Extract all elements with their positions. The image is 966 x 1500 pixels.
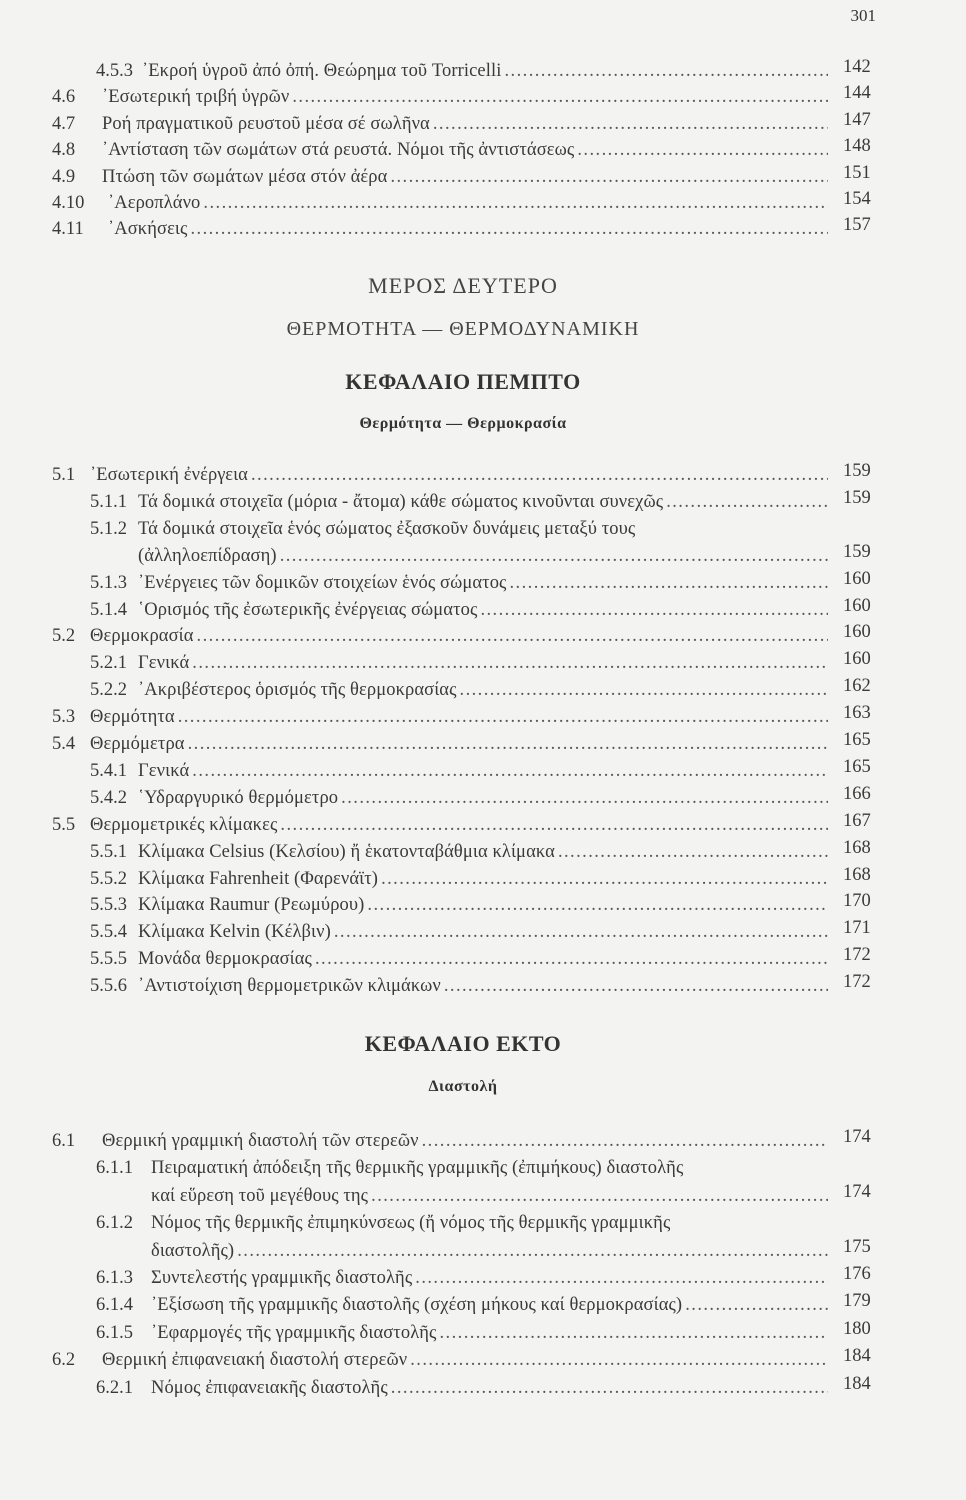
toc-entry-page: 159 xyxy=(843,487,871,508)
toc-entry-page: 160 xyxy=(843,568,871,589)
toc-entry-title: ῾Υδραργυρικό θερμόμετρο . . . xyxy=(138,785,828,811)
toc-entry xyxy=(0,704,966,730)
toc-entry-title: ᾿Αεροπλάνο . . . xyxy=(108,190,828,216)
toc-entry-page: 175 xyxy=(843,1236,871,1257)
toc-entry xyxy=(0,1238,966,1264)
toc-entry xyxy=(0,919,966,945)
toc-entry-title: Γενικά . . . xyxy=(138,758,828,784)
toc-entry-page: 171 xyxy=(843,918,871,939)
chapter6-subtitle: Διαστολή xyxy=(428,1078,498,1095)
toc-entry-page: 160 xyxy=(843,649,871,670)
toc-entry-page: 160 xyxy=(843,622,871,643)
toc-entry xyxy=(0,1128,966,1154)
toc-entry-title: Πτώση τῶν σωμάτων μέσα στόν ἀέρα . . . xyxy=(102,164,828,190)
toc-entry xyxy=(0,973,966,999)
toc-entry-title: Συντελεστής γραμμικῆς διαστολῆς . . . xyxy=(151,1265,828,1291)
toc-entry-page: 157 xyxy=(843,215,871,236)
toc-entry-title: Μονάδα θερμοκρασίας . . . xyxy=(138,946,828,972)
toc-entry-page: 159 xyxy=(843,461,871,481)
toc-entry-number: 4.11 xyxy=(52,219,84,240)
toc-entry-page: 165 xyxy=(843,730,871,750)
toc-entry-title: Κλίμακα Kelvin (Κέλβιν) . . . xyxy=(138,919,828,945)
toc-entry xyxy=(0,1155,966,1181)
toc-entry-number: 5.4.2 xyxy=(90,787,127,808)
part-subtitle: ΘΕΡΜΟΤΗΤΑ — ΘΕΡΜΟΔΥΝΑΜΙΚΗ xyxy=(286,318,640,340)
toc-entry-title: Θερμική γραμμική διαστολή τῶν στερεῶν . . . xyxy=(102,1128,828,1154)
toc-entry-title: Νόμος ἐπιφανειακῆς διαστολῆς . . . xyxy=(151,1375,828,1401)
toc-entry-number: 6.2 xyxy=(52,1350,76,1371)
toc-entry-number: 4.7 xyxy=(52,113,76,134)
toc-entry-number: 6.1.4 xyxy=(96,1295,133,1316)
toc-entry xyxy=(0,677,966,703)
toc-entry-page: 179 xyxy=(843,1291,871,1312)
toc-entry-page: 151 xyxy=(843,162,871,183)
toc-entry-title: ᾿Ακριβέστερος ὁρισμός τῆς θερμοκρασίας . . . xyxy=(138,677,828,703)
toc-entry-title: Θερμότητα . . . xyxy=(90,704,828,730)
toc-entry-title: ᾿Εξίσωση τῆς γραμμικῆς διαστολῆς (σχέση μήκους καί θερμοκρασίας) . . . xyxy=(151,1292,828,1318)
toc-entry-title: ᾿Ασκήσεις . . . xyxy=(108,216,828,242)
toc-entry-title: Κλίμακα Raumur (Ρεωμύρου) . . . xyxy=(138,892,828,918)
chapter6-title: ΚΕΦΑΛΑΙΟ ΕΚΤΟ xyxy=(364,1031,562,1056)
toc-entry-page: 160 xyxy=(843,595,871,616)
toc-entry-number: 5.1.4 xyxy=(90,599,127,620)
toc-entry-title: Θερμόμετρα . . . xyxy=(90,731,828,757)
toc-entry-number: 4.6 xyxy=(52,87,76,108)
toc-entry-page: 176 xyxy=(843,1264,871,1284)
toc-entry-page: 167 xyxy=(843,810,871,831)
toc-entry-number: 5.5.3 xyxy=(90,895,127,916)
toc-entry-page: 168 xyxy=(843,864,871,885)
toc-entry-number: 4.5.3 xyxy=(96,61,133,81)
toc-entry-number: 4.9 xyxy=(52,166,76,187)
toc-entry-title: ᾿Εσωτερική τριβή ὑγρῶν . . . xyxy=(102,84,828,110)
toc-entry-page: 165 xyxy=(843,756,871,777)
toc-entry-title: ῾Ορισμός τῆς ἐσωτερικῆς ἐνέργειας σώματος . . . xyxy=(138,597,828,623)
toc-entry-number: 6.1.1 xyxy=(96,1158,133,1179)
toc-entry-page: 159 xyxy=(843,541,871,562)
toc-entry-number: 5.3 xyxy=(52,707,76,728)
toc-entry-number: 5.2.2 xyxy=(90,680,127,701)
toc-entry-page: 163 xyxy=(843,703,871,724)
toc-entry-title: Τά δομικά στοιχεῖα ἑνός σώματος ἐξασκοῦν δυνάμεις μεταξύ τους xyxy=(138,518,636,539)
toc-entry-page: 144 xyxy=(843,83,871,104)
toc-entry xyxy=(0,597,966,623)
toc-entry xyxy=(0,516,966,542)
toc-entry-number: 5.5.6 xyxy=(90,976,127,997)
toc-entry-number: 4.10 xyxy=(52,193,85,213)
toc-entry-page: 184 xyxy=(843,1373,871,1394)
toc-entry-title: καί εὕρεση τοῦ μεγέθους της . . . xyxy=(151,1183,828,1209)
toc-entry-title: Θερμομετρικές κλίμακες . . . xyxy=(90,812,828,838)
toc-entry-page: 172 xyxy=(843,972,871,993)
toc-entry-page: 180 xyxy=(843,1318,871,1339)
toc-entry-title: Θερμική ἐπιφανειακή διαστολή στερεῶν . . . xyxy=(102,1347,828,1373)
toc-entry xyxy=(0,785,966,811)
toc-entry-page: 174 xyxy=(843,1181,871,1202)
toc-entry-title: ᾿Αντιστοίχιση θερμομετρικῶν κλιμάκων . . . xyxy=(138,973,828,999)
toc-entry-number: 5.1.1 xyxy=(90,491,127,512)
toc-entry-number: 6.1.2 xyxy=(96,1213,133,1234)
page-number: 301 xyxy=(850,6,876,25)
toc-entry-number: 5.4 xyxy=(52,734,76,754)
toc-entry-number: 5.1.2 xyxy=(90,518,127,539)
toc-entry-page: 170 xyxy=(843,891,871,912)
toc-entry-number: 6.2.1 xyxy=(96,1377,133,1398)
toc-entry xyxy=(0,812,966,838)
chapter5-subtitle: Θερμότητα — Θερμοκρασία xyxy=(359,415,567,432)
toc-entry xyxy=(0,1375,966,1401)
toc-entry-number: 5.1.3 xyxy=(90,572,127,593)
toc-entry-page: 148 xyxy=(843,136,871,157)
toc-entry-number: 5.5.1 xyxy=(90,841,127,862)
toc-entry-title: ᾿Εφαρμογές τῆς γραμμικῆς διαστολῆς . . . xyxy=(151,1320,828,1346)
toc-entry-number: 5.5.5 xyxy=(90,949,127,970)
toc-entry xyxy=(0,839,966,865)
toc-entry xyxy=(0,866,966,892)
toc-entry xyxy=(0,946,966,972)
toc-entry-page: 162 xyxy=(843,676,871,697)
toc-entry-title: ᾿Εσωτερική ἐνέργεια . . . xyxy=(90,462,828,488)
toc-entry-page: 142 xyxy=(843,57,871,77)
toc-entry xyxy=(0,1320,966,1346)
toc-entry xyxy=(0,1265,966,1291)
toc-entry xyxy=(0,111,966,137)
toc-entry xyxy=(0,1183,966,1209)
toc-entry xyxy=(0,1210,966,1236)
toc-entry xyxy=(0,164,966,190)
toc-entry-title: Κλίμακα Fahrenheit (Φαρενάϊτ) . . . xyxy=(138,866,828,892)
toc-entry-title: Κλίμακα Celsius (Κελσίου) ἤ ἑκατονταβάθμια κλίμακα . . . xyxy=(138,839,828,865)
toc-entry-title: (ἀλληλοεπίδραση) . . . xyxy=(138,543,828,569)
toc-entry-number: 6.1.5 xyxy=(96,1322,133,1343)
toc-entry xyxy=(0,1292,966,1318)
toc-entry-title: Τά δομικά στοιχεῖα (μόρια - ἄτομα) κάθε σώματος κινοῦνται συνεχῶς . . . xyxy=(138,489,828,515)
toc-entry xyxy=(0,84,966,110)
toc-entry xyxy=(0,623,966,649)
toc-entry-title: διαστολῆς) . . . xyxy=(151,1238,828,1264)
toc-entry-number: 6.1 xyxy=(52,1131,76,1151)
toc-entry xyxy=(0,489,966,515)
toc-entry xyxy=(0,58,966,84)
toc-entry-number: 5.5.2 xyxy=(90,868,127,889)
toc-entry-number: 5.2 xyxy=(52,626,76,647)
toc-entry-title: Ροή πραγματικοῦ ρευστοῦ μέσα σέ σωλῆνα . . . xyxy=(102,111,828,137)
toc-entry-number: 5.4.1 xyxy=(90,760,127,781)
toc-entry xyxy=(0,650,966,676)
chapter5-title: ΚΕΦΑΛΑΙΟ ΠΕΜΠΤΟ xyxy=(345,369,581,394)
toc-entry-page: 147 xyxy=(843,109,871,130)
toc-entry-number: 5.1 xyxy=(52,465,76,485)
toc-entry-title: ᾿Ενέργειες τῶν δομικῶν στοιχείων ἑνός σώματος . . . xyxy=(138,570,828,596)
part-title: ΜΕΡΟΣ ΔΕΥΤΕΡΟ xyxy=(368,273,558,298)
toc-entry-title: Γενικά . . . xyxy=(138,650,828,676)
toc-entry-number: 5.5 xyxy=(52,814,76,835)
toc-entry-title: ᾿Αντίσταση τῶν σωμάτων στά ρευστά. Νόμοι τῆς ἀντιστάσεως . . . xyxy=(102,137,828,163)
toc-entry-number: 6.1.3 xyxy=(96,1268,133,1288)
toc-entry-page: 184 xyxy=(843,1346,871,1367)
toc-entry-number: 5.5.4 xyxy=(90,922,127,943)
toc-entry-page: 174 xyxy=(843,1127,871,1147)
toc-entry xyxy=(0,543,966,569)
toc-entry xyxy=(0,570,966,596)
toc-entry xyxy=(0,216,966,242)
toc-entry xyxy=(0,1347,966,1373)
toc-entry xyxy=(0,892,966,918)
toc-entry xyxy=(0,731,966,757)
toc-entry-title: ᾿Εκροή ὑγροῦ ἀπό ὀπή. Θεώρημα τοῦ Torricelli . . . xyxy=(142,58,828,84)
toc-entry-number: 5.2.1 xyxy=(90,653,127,674)
toc-entry-page: 172 xyxy=(843,945,871,966)
toc-entry-page: 166 xyxy=(843,783,871,804)
toc-entry-title: Νόμος τῆς θερμικῆς ἐπιμηκύνσεως (ἤ νόμος τῆς θερμικῆς γραμμικῆς xyxy=(151,1213,671,1234)
toc-entry-title: Θερμοκρασία . . . xyxy=(90,623,828,649)
toc-entry xyxy=(0,190,966,216)
toc-entry-page: 168 xyxy=(843,837,871,858)
toc-entry xyxy=(0,462,966,488)
toc-entry-page: 154 xyxy=(843,189,871,209)
toc-entry-number: 4.8 xyxy=(52,140,76,161)
toc-entry xyxy=(0,137,966,163)
toc-entry xyxy=(0,758,966,784)
toc-entry-title: Πειραματική ἀπόδειξη τῆς θερμικῆς γραμμικῆς (ἐπιμήκους) διαστολῆς xyxy=(151,1158,684,1179)
